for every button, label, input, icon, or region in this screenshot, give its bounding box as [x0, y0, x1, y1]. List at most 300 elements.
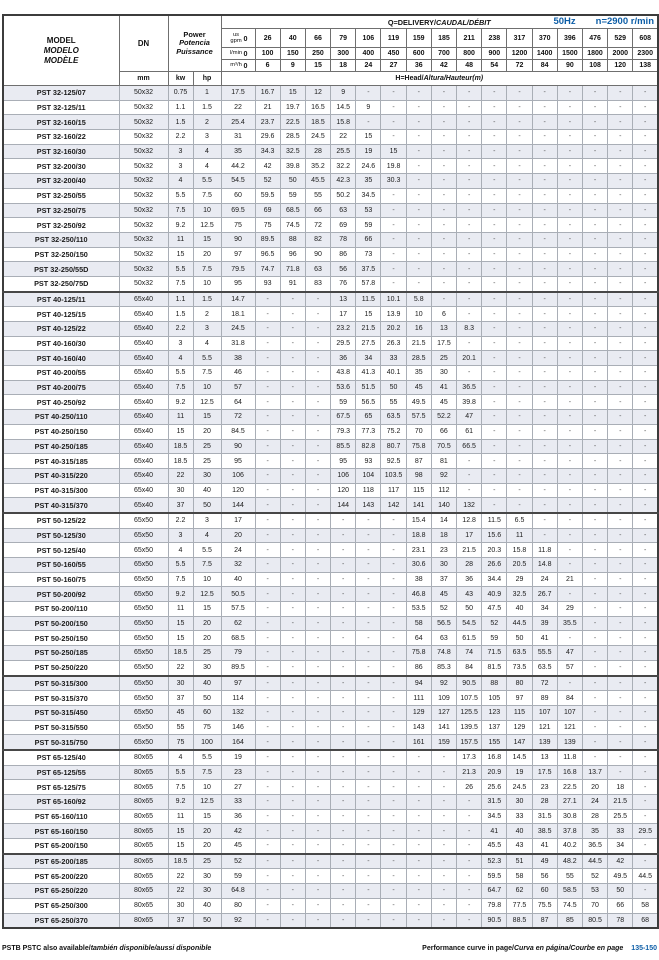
- hp-cell: 40: [193, 676, 221, 691]
- head-cell: 85.5: [331, 439, 356, 454]
- head-cell: -: [633, 809, 658, 824]
- head-cell: 58.5: [557, 884, 582, 899]
- head-cell: -: [582, 616, 607, 631]
- head-cell: -: [633, 203, 658, 218]
- head-cell: -: [356, 750, 381, 765]
- head-cell: -: [557, 130, 582, 145]
- kw-cell: 5.5: [168, 765, 193, 780]
- head-cell: -: [431, 100, 456, 115]
- head-cell: 143: [406, 720, 431, 735]
- head-cell: -: [557, 631, 582, 646]
- head-cell: 21.5: [356, 322, 381, 337]
- head-cell: 23: [431, 543, 456, 558]
- head-cell: -: [431, 809, 456, 824]
- head-cell: -: [406, 839, 431, 854]
- head-cell: -: [582, 483, 607, 498]
- head-cell: -: [280, 676, 305, 691]
- head-cell: 50: [381, 380, 406, 395]
- head-cell: 61.5: [457, 631, 482, 646]
- head-cell: -: [280, 898, 305, 913]
- head-cell: -: [557, 439, 582, 454]
- head-cell: -: [633, 247, 658, 262]
- head-cell: -: [608, 572, 633, 587]
- dn-cell: 65x50: [119, 631, 168, 646]
- head-cell: 29.5: [633, 824, 658, 839]
- head-cell: -: [255, 913, 280, 928]
- head-cell: 115: [406, 483, 431, 498]
- head-cell: -: [331, 528, 356, 543]
- table-row: [3, 795, 658, 810]
- kw-cell: 11: [168, 410, 193, 425]
- flow-value-cell: 1800: [582, 48, 607, 60]
- head-cell: -: [305, 616, 330, 631]
- head-cell: 55: [305, 188, 330, 203]
- flow-value-cell: 42: [431, 60, 456, 72]
- head-cell: 125.5: [457, 705, 482, 720]
- head-cell: -: [608, 336, 633, 351]
- head-cell: 76: [331, 276, 356, 291]
- model-cell: PST 50-125/40: [3, 543, 119, 558]
- model-cell: PST 32-250/92: [3, 218, 119, 233]
- head-cell: 28: [532, 795, 557, 810]
- head-cell: -: [356, 676, 381, 691]
- head-cell: -: [633, 572, 658, 587]
- head-cell: -: [457, 100, 482, 115]
- head-cell: 18.1: [221, 307, 255, 322]
- head-cell: -: [582, 439, 607, 454]
- head-cell: -: [633, 691, 658, 706]
- head-cell: -: [507, 174, 532, 189]
- hp-cell: 20: [193, 839, 221, 854]
- hp-cell: 7.5: [193, 188, 221, 203]
- flow-value-cell: 400: [356, 48, 381, 60]
- head-cell: -: [331, 735, 356, 750]
- kw-cell: 11: [168, 602, 193, 617]
- head-cell: -: [507, 336, 532, 351]
- flow-value-cell: 700: [431, 48, 456, 60]
- head-cell: -: [457, 913, 482, 928]
- head-cell: -: [582, 660, 607, 675]
- flow-value-cell: 250: [305, 48, 330, 60]
- model-cell: PST 40-160/40: [3, 351, 119, 366]
- head-cell: -: [305, 454, 330, 469]
- head-cell: 164: [221, 735, 255, 750]
- head-cell: 155: [482, 735, 507, 750]
- head-cell: -: [457, 824, 482, 839]
- flow-value-cell: 27: [381, 60, 406, 72]
- head-cell: -: [381, 839, 406, 854]
- head-cell: 47: [557, 646, 582, 661]
- head-cell: 79.3: [331, 424, 356, 439]
- head-cell: -: [280, 631, 305, 646]
- head-cell: -: [532, 115, 557, 130]
- flow-value-cell: 1400: [532, 48, 557, 60]
- head-cell: 22: [331, 130, 356, 145]
- model-cell: PST 40-250/110: [3, 410, 119, 425]
- head-cell: -: [633, 513, 658, 528]
- head-cell: 59: [482, 631, 507, 646]
- head-cell: -: [280, 660, 305, 675]
- head-cell: -: [280, 765, 305, 780]
- head-cell: 13.9: [381, 307, 406, 322]
- head-cell: -: [582, 144, 607, 159]
- head-cell: -: [557, 307, 582, 322]
- head-cell: -: [280, 410, 305, 425]
- model-cell: PST 50-315/370: [3, 691, 119, 706]
- head-cell: 39.8: [280, 159, 305, 174]
- kw-cell: 9.2: [168, 587, 193, 602]
- head-cell: 23: [221, 765, 255, 780]
- head-cell: -: [331, 839, 356, 854]
- head-cell: -: [255, 898, 280, 913]
- dn-cell: 80x65: [119, 839, 168, 854]
- head-cell: 74.7: [255, 262, 280, 277]
- head-cell: -: [608, 130, 633, 145]
- head-cell: -: [305, 351, 330, 366]
- power-header-fr: Puissance: [176, 46, 213, 56]
- flow-value-cell: 800: [457, 48, 482, 60]
- head-cell: 19: [356, 144, 381, 159]
- head-cell: 34: [356, 351, 381, 366]
- head-cell: 95: [331, 454, 356, 469]
- head-cell: -: [557, 498, 582, 513]
- head-cell: -: [633, 558, 658, 573]
- hp-cell: 3: [193, 513, 221, 528]
- head-cell: 30.6: [406, 558, 431, 573]
- head-cell: -: [431, 188, 456, 203]
- head-cell: -: [255, 705, 280, 720]
- head-cell: -: [381, 247, 406, 262]
- head-cell: 61: [457, 424, 482, 439]
- curve-note: [422, 945, 657, 952]
- head-cell: -: [582, 188, 607, 203]
- head-cell: -: [608, 676, 633, 691]
- head-cell: 93: [255, 276, 280, 291]
- hp-cell: 20: [193, 247, 221, 262]
- head-cell: -: [255, 439, 280, 454]
- hp-cell: 50: [193, 913, 221, 928]
- head-cell: -: [305, 898, 330, 913]
- head-cell: -: [356, 513, 381, 528]
- table-row: [3, 276, 658, 291]
- dn-cell: 50x32: [119, 115, 168, 130]
- hp-cell: 25: [193, 454, 221, 469]
- hp-cell: 3: [193, 130, 221, 145]
- head-cell: 45: [431, 395, 456, 410]
- head-cell: -: [482, 366, 507, 381]
- head-cell: -: [280, 869, 305, 884]
- head-cell: 42: [221, 824, 255, 839]
- kw-cell: 4: [168, 543, 193, 558]
- dn-cell: 80x65: [119, 809, 168, 824]
- head-cell: 57.5: [221, 602, 255, 617]
- head-cell: -: [608, 750, 633, 765]
- flow-value-cell: 1500: [557, 48, 582, 60]
- head-cell: -: [381, 513, 406, 528]
- head-cell: 84: [557, 691, 582, 706]
- head-cell: -: [381, 720, 406, 735]
- head-cell: -: [532, 86, 557, 101]
- flow-value-cell: 24: [356, 60, 381, 72]
- head-cell: -: [305, 676, 330, 691]
- head-cell: 35.5: [557, 616, 582, 631]
- flow-value-cell: 18: [331, 60, 356, 72]
- model-cell: PST 32-250/75: [3, 203, 119, 218]
- head-cell: 66: [305, 203, 330, 218]
- head-cell: 15: [356, 307, 381, 322]
- head-cell: 11.8: [557, 750, 582, 765]
- head-cell: 34.5: [482, 809, 507, 824]
- head-cell: -: [507, 232, 532, 247]
- head-cell: -: [608, 366, 633, 381]
- head-cell: -: [280, 735, 305, 750]
- head-cell: -: [331, 705, 356, 720]
- head-cell: -: [608, 410, 633, 425]
- table-row: [3, 498, 658, 513]
- head-cell: 118: [356, 483, 381, 498]
- head-cell: 98: [406, 468, 431, 483]
- head-cell: -: [582, 159, 607, 174]
- head-cell: -: [381, 203, 406, 218]
- head-cell: 16: [406, 322, 431, 337]
- head-cell: -: [532, 232, 557, 247]
- head-cell: -: [305, 913, 330, 928]
- head-cell: -: [305, 380, 330, 395]
- model-cell: PST 32-200/30: [3, 159, 119, 174]
- head-cell: -: [356, 824, 381, 839]
- head-cell: -: [381, 543, 406, 558]
- flow-value-cell: 238: [482, 29, 507, 48]
- head-cell: 22: [221, 100, 255, 115]
- head-cell: -: [381, 528, 406, 543]
- head-cell: -: [457, 839, 482, 854]
- head-cell: -: [356, 720, 381, 735]
- head-cell: -: [381, 646, 406, 661]
- head-cell: -: [532, 336, 557, 351]
- head-cell: -: [633, 720, 658, 735]
- head-cell: 45.5: [305, 174, 330, 189]
- head-cell: -: [255, 543, 280, 558]
- head-cell: -: [557, 262, 582, 277]
- head-cell: -: [356, 691, 381, 706]
- dn-cell: 65x50: [119, 602, 168, 617]
- table-row: [3, 232, 658, 247]
- head-cell: -: [507, 292, 532, 307]
- head-cell: 123: [482, 705, 507, 720]
- head-cell: -: [280, 705, 305, 720]
- head-cell: -: [381, 602, 406, 617]
- head-cell: 40: [507, 824, 532, 839]
- head-cell: -: [356, 839, 381, 854]
- hp-cell: 7.5: [193, 366, 221, 381]
- head-cell: 49.5: [406, 395, 431, 410]
- head-cell: -: [582, 528, 607, 543]
- head-cell: -: [633, 765, 658, 780]
- head-cell: 25.6: [482, 780, 507, 795]
- head-cell: -: [507, 262, 532, 277]
- head-cell: -: [356, 115, 381, 130]
- head-cell: 144: [331, 498, 356, 513]
- head-cell: 38: [406, 572, 431, 587]
- dn-cell: 65x40: [119, 424, 168, 439]
- head-cell: 18: [608, 780, 633, 795]
- head-cell: -: [305, 587, 330, 602]
- table-row: [3, 513, 658, 528]
- head-cell: -: [482, 439, 507, 454]
- head-cell: 147: [507, 735, 532, 750]
- head-cell: -: [532, 130, 557, 145]
- head-cell: 50: [280, 174, 305, 189]
- dn-cell: 50x32: [119, 218, 168, 233]
- head-cell: 31: [221, 130, 255, 145]
- head-cell: -: [305, 468, 330, 483]
- head-cell: -: [482, 498, 507, 513]
- head-cell: 40.1: [381, 366, 406, 381]
- head-cell: -: [633, 159, 658, 174]
- head-cell: -: [507, 276, 532, 291]
- head-cell: -: [305, 307, 330, 322]
- head-cell: 24: [582, 795, 607, 810]
- kw-cell: 15: [168, 631, 193, 646]
- head-cell: -: [356, 795, 381, 810]
- head-cell: 141: [431, 720, 456, 735]
- head-cell: 45: [221, 839, 255, 854]
- head-cell: -: [507, 454, 532, 469]
- head-cell: 30.8: [557, 809, 582, 824]
- head-cell: -: [608, 307, 633, 322]
- head-cell: 6.5: [507, 513, 532, 528]
- head-cell: 41.3: [356, 366, 381, 381]
- head-cell: 30.3: [381, 174, 406, 189]
- head-cell: -: [431, 174, 456, 189]
- head-cell: -: [331, 765, 356, 780]
- head-cell: -: [280, 750, 305, 765]
- kw-cell: 1.1: [168, 292, 193, 307]
- head-cell: -: [633, 884, 658, 899]
- head-cell: -: [280, 572, 305, 587]
- head-cell: -: [406, 232, 431, 247]
- head-cell: -: [532, 410, 557, 425]
- dn-cell: 65x50: [119, 587, 168, 602]
- table-row: [3, 884, 658, 899]
- table-row: [3, 660, 658, 675]
- model-cell: PST 40-315/300: [3, 483, 119, 498]
- head-cell: -: [608, 602, 633, 617]
- model-cell: PST 65-250/370: [3, 913, 119, 928]
- head-cell: -: [608, 380, 633, 395]
- head-cell: -: [305, 854, 330, 869]
- head-cell: -: [457, 86, 482, 101]
- head-cell: -: [381, 262, 406, 277]
- hp-cell: 7.5: [193, 558, 221, 573]
- dn-cell: 50x32: [119, 130, 168, 145]
- head-cell: -: [457, 795, 482, 810]
- head-cell: 88: [280, 232, 305, 247]
- kw-cell: 45: [168, 705, 193, 720]
- head-cell: 34: [532, 602, 557, 617]
- flow-value-cell: 185: [431, 29, 456, 48]
- head-cell: -: [431, 86, 456, 101]
- head-cell: 52.2: [431, 410, 456, 425]
- model-header-es: MODELO: [43, 45, 79, 55]
- model-cell: PST 32-250/75D: [3, 276, 119, 291]
- head-cell: -: [406, 262, 431, 277]
- head-cell: -: [406, 86, 431, 101]
- head-cell: 18.5: [305, 115, 330, 130]
- head-cell: 59: [280, 188, 305, 203]
- head-cell: -: [331, 646, 356, 661]
- head-cell: 68: [633, 913, 658, 928]
- head-cell: 121: [557, 720, 582, 735]
- head-cell: 90: [305, 247, 330, 262]
- head-cell: -: [582, 676, 607, 691]
- model-cell: PST 32-160/30: [3, 144, 119, 159]
- head-cell: 27: [221, 780, 255, 795]
- head-cell: 64: [406, 631, 431, 646]
- head-cell: 28: [582, 809, 607, 824]
- head-cell: -: [482, 454, 507, 469]
- head-cell: 15: [280, 86, 305, 101]
- flow-value-cell: 1200: [507, 48, 532, 60]
- head-cell: -: [305, 839, 330, 854]
- head-cell: -: [608, 144, 633, 159]
- head-cell: -: [532, 528, 557, 543]
- head-cell: 114: [221, 691, 255, 706]
- footer: [2, 945, 657, 952]
- head-cell: 24.6: [356, 159, 381, 174]
- kw-cell: 18.5: [168, 854, 193, 869]
- head-cell: 139: [532, 735, 557, 750]
- flow-value-cell: 84: [532, 60, 557, 72]
- table-row: [3, 869, 658, 884]
- head-cell: -: [406, 898, 431, 913]
- head-cell: -: [633, 130, 658, 145]
- hp-cell: 20: [193, 631, 221, 646]
- model-cell: PST 32-200/40: [3, 174, 119, 189]
- head-cell: -: [482, 322, 507, 337]
- head-cell: 50: [507, 631, 532, 646]
- model-cell: PST 65-250/220: [3, 884, 119, 899]
- hp-cell: 1.5: [193, 100, 221, 115]
- head-cell: -: [431, 262, 456, 277]
- head-cell: 49.5: [608, 869, 633, 884]
- kw-cell: 9.2: [168, 218, 193, 233]
- head-cell: -: [255, 528, 280, 543]
- head-cell: -: [608, 528, 633, 543]
- head-cell: 63.5: [507, 646, 532, 661]
- head-cell: -: [557, 454, 582, 469]
- table-row: [3, 115, 658, 130]
- hp-cell: 3: [193, 322, 221, 337]
- head-cell: -: [608, 631, 633, 646]
- head-cell: 86: [406, 660, 431, 675]
- head-cell: 64.7: [482, 884, 507, 899]
- head-cell: 34.4: [482, 572, 507, 587]
- head-cell: -: [633, 366, 658, 381]
- head-cell: -: [280, 602, 305, 617]
- head-cell: 129: [406, 705, 431, 720]
- head-cell: -: [532, 218, 557, 233]
- head-cell: -: [356, 780, 381, 795]
- head-cell: 20: [582, 780, 607, 795]
- head-cell: 12.8: [457, 513, 482, 528]
- hp-cell: 15: [193, 809, 221, 824]
- model-cell: PST 65-200/220: [3, 869, 119, 884]
- kw-cell: 9.2: [168, 395, 193, 410]
- dn-cell: 50x32: [119, 159, 168, 174]
- head-cell: 106: [331, 468, 356, 483]
- table-row: [3, 839, 658, 854]
